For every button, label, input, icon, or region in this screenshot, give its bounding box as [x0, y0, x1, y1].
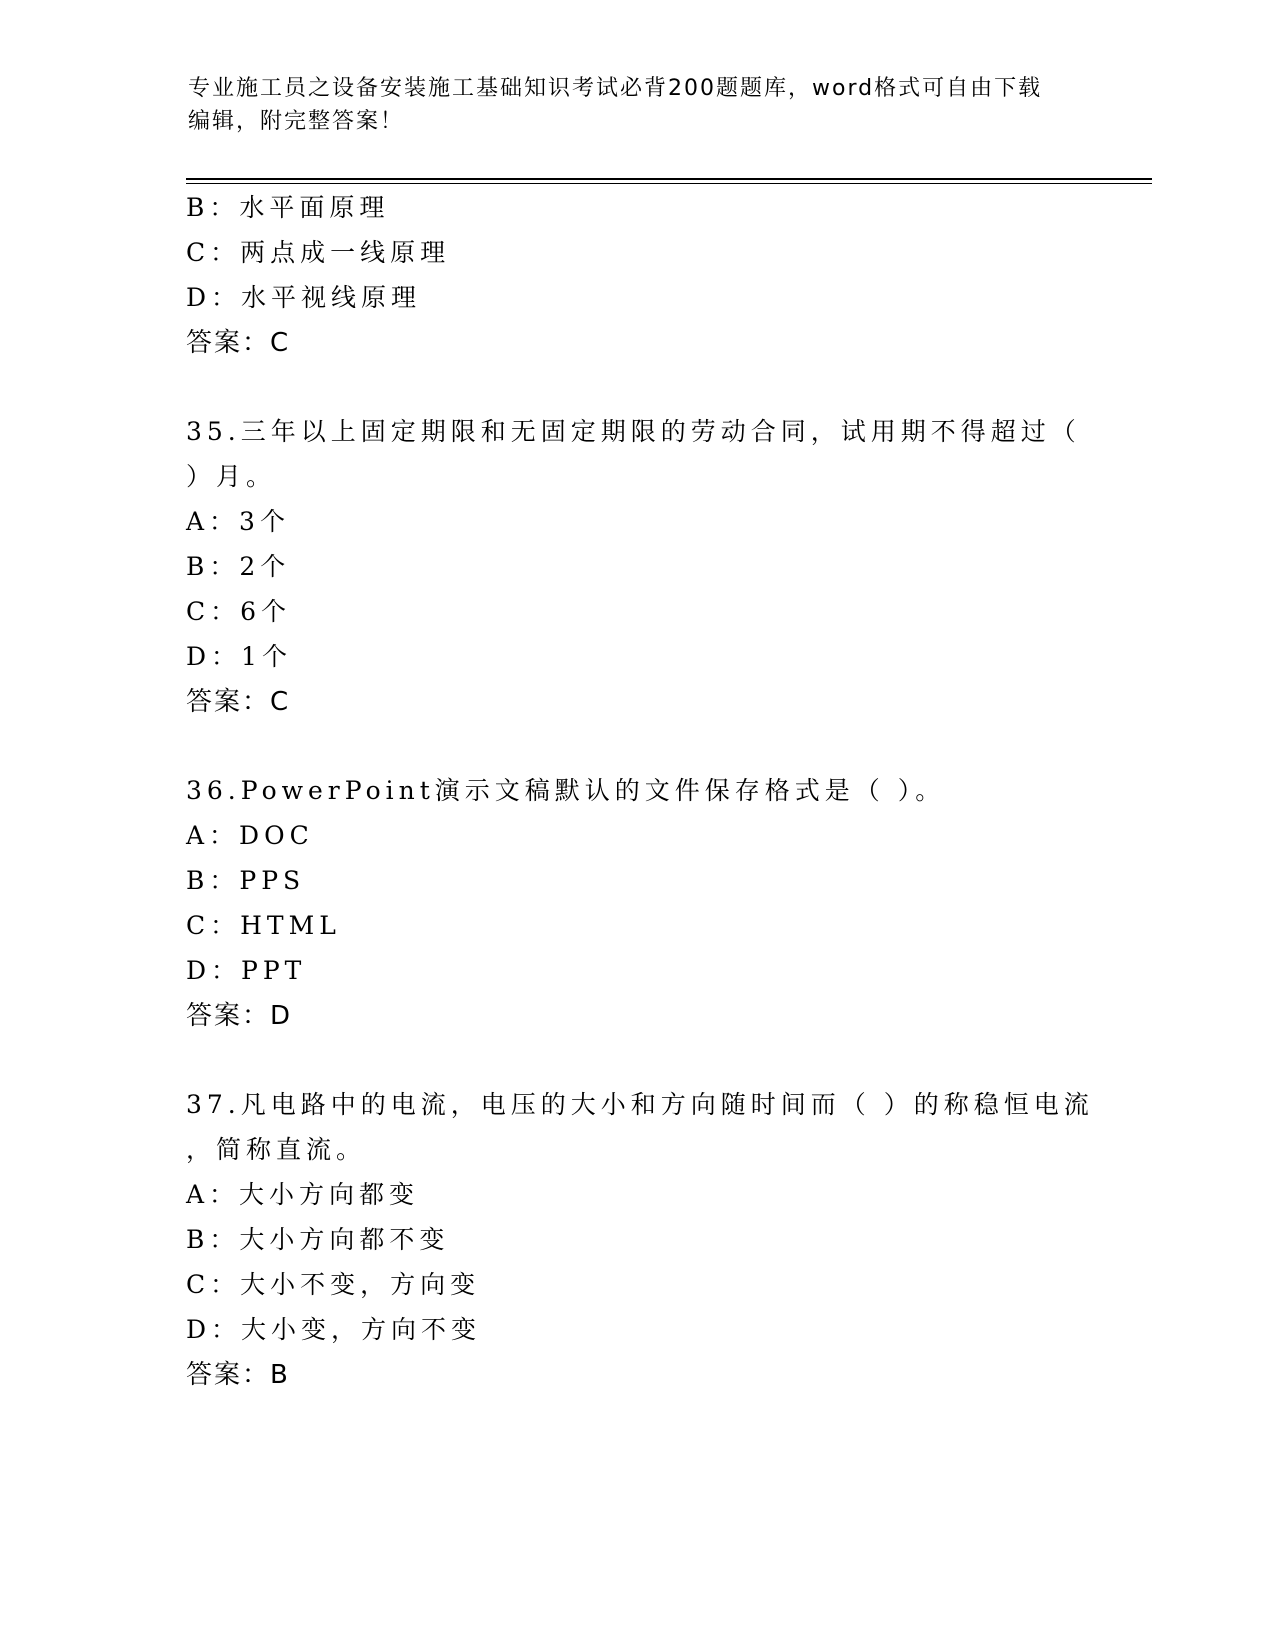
q36-answer: 答案：D — [186, 1001, 293, 1031]
q35-answer: 答案：C — [186, 687, 291, 717]
q37-option-b: B：大小方向都不变 — [186, 1225, 450, 1254]
q34-option-b: B：水平面原理 — [186, 193, 390, 222]
q37-option-c: C：大小不变，方向变 — [186, 1270, 481, 1299]
q37-answer: 答案：B — [186, 1360, 290, 1390]
q37-option-d: D：大小变，方向不变 — [186, 1315, 482, 1344]
header-title-line-1: 专业施工员之设备安装施工基础知识考试必背200题题库，word格式可自由下载 — [188, 76, 1043, 101]
q35-stem-line-2: ）月。 — [186, 462, 277, 491]
q35-option-c: C：6个 — [186, 597, 292, 626]
q34-option-c: C：两点成一线原理 — [186, 238, 451, 267]
q37-stem-line-1: 37.凡电路中的电流，电压的大小和方向随时间而（ ）的称稳恒电流 — [186, 1090, 1094, 1119]
header-rule-thin — [186, 183, 1152, 184]
q35-option-d: D：1个 — [186, 642, 292, 671]
q34-answer: 答案：C — [186, 328, 291, 358]
q35-stem-line-1: 35.三年以上固定期限和无固定期限的劳动合同，试用期不得超过（ — [186, 417, 1081, 446]
q37-stem-line-2: ，简称直流。 — [186, 1135, 367, 1164]
document-header — [188, 72, 1088, 138]
q34-option-d: D：水平视线原理 — [186, 283, 422, 312]
q36-option-b: B：PPS — [186, 866, 306, 895]
q37-option-a: A：大小方向都变 — [186, 1180, 420, 1209]
header-rule-thick — [186, 178, 1152, 180]
header-title-line-2: 编辑，附完整答案！ — [188, 109, 405, 134]
q36-stem: 36.PowerPoint演示文稿默认的文件保存格式是（ ）。 — [186, 776, 946, 805]
q35-option-b: B：2个 — [186, 552, 291, 581]
q35-option-a: A：3个 — [186, 507, 290, 536]
q36-option-a: A：DOC — [186, 821, 314, 850]
q36-option-c: C：HTML — [186, 911, 341, 940]
q36-option-d: D：PPT — [186, 956, 307, 985]
